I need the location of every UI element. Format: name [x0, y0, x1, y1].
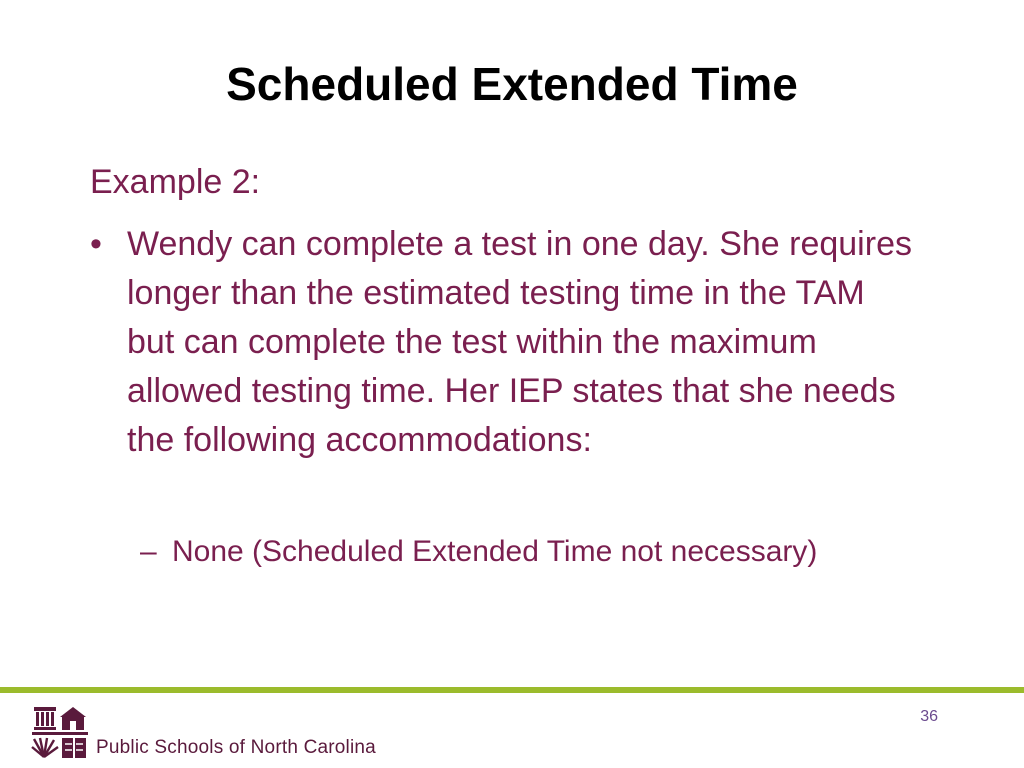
- bullet-item: [90, 220, 920, 465]
- sub-bullet-marker: –: [140, 535, 157, 568]
- slide-title: Scheduled Extended Time: [226, 58, 798, 110]
- organization-name: Public Schools of North Carolina: [96, 737, 376, 758]
- bullet-marker: •: [90, 225, 102, 263]
- page-number: 36: [920, 708, 938, 725]
- footer-divider: [0, 687, 1024, 693]
- sub-bullet-text: None (Scheduled Extended Time not necessary): [172, 535, 818, 568]
- sub-bullet-item: [140, 530, 880, 574]
- bullet-text: Wendy can complete a test in one day. She requires longer than the estimated testing time in the TAM but can complete the test within the maximum allowed testing time. Her IEP states that she needs the following accommodations:: [127, 225, 912, 459]
- nc-schools-logo-icon: [30, 703, 90, 761]
- example-label: Example 2:: [90, 163, 261, 201]
